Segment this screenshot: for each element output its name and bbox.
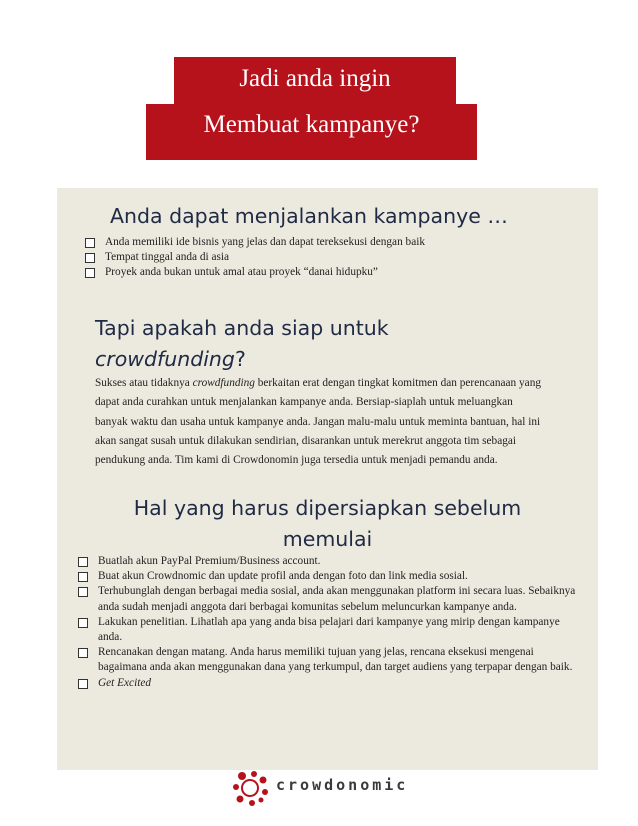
campaign-eligibility-list <box>85 235 585 281</box>
heading-text: Tapi apakah anda siap untuk <box>95 316 389 340</box>
list-item-text: Terhubunglah dengan berbagai media sosial, anda akan menggunakan platform ini secara luas. Sebaiknya anda sudah menjadi anggota dari berbagai komunitas sebelum meluncurkan kampanye anda. <box>98 585 576 613</box>
heading-line1: Hal yang harus dipersiapkan sebelum <box>133 496 522 520</box>
list-item <box>85 235 585 250</box>
para-start: Sukses atau tidaknya <box>95 377 193 389</box>
list-item-text: Tempat tinggal anda di asia <box>105 251 230 264</box>
heading-end-text: ? <box>234 347 246 371</box>
preparation-checklist <box>78 554 578 691</box>
list-item-text: Rencanakan dengan matang. Anda harus memiliki tujuan yang jelas, rencana eksekusi mengenai bagaimana anda akan menggunakan dana yang terkumpul, dan target audiens yang terpapar dengan baik. <box>98 646 573 674</box>
list-item-text: Buat akun Crowdnomic dan update profil anda dengan foto dan link media sosial. <box>98 570 468 583</box>
list-item <box>85 265 585 280</box>
para-rest: berkaitan erat dengan tingkat komitmen dan perencanaan yang dapat anda curahkan untuk menjalankan kampanye anda. Bersiap-siaplah untuk meluangkan banyak waktu dan usaha untuk kampanye anda. Jangan malu-malu untuk meminta bantuan, hal ini akan sangat susah untuk dilakukan sendirian, disarankan untuk merekrut anggota tim sebagai pendukung anda. Tim kami di Crowdonomin juga tersedia untuk menjadi pemandu anda. <box>95 377 541 467</box>
list-item <box>85 250 585 265</box>
heading-line2: memulai <box>282 527 373 551</box>
checkbox-icon <box>78 648 88 658</box>
checkbox-icon <box>78 679 88 689</box>
heading-italic-text: crowdfunding <box>95 347 235 371</box>
list-item <box>78 554 578 569</box>
banner-title-line2: Membuat kampanye? <box>203 111 420 138</box>
list-item-text: Buatlah akun PayPal Premium/Business account. <box>98 555 321 567</box>
list-item <box>78 584 578 614</box>
checkbox-icon <box>78 572 88 582</box>
para-italic: crowdfunding <box>192 377 255 389</box>
list-item <box>78 569 578 584</box>
list-item-text: Get Excited <box>98 676 152 689</box>
checkbox-icon <box>85 268 95 278</box>
section-heading-campaign: Anda dapat menjalankan kampanye … <box>110 204 508 228</box>
list-item <box>78 645 578 675</box>
section-heading-ready <box>95 313 455 375</box>
banner-title-line1: Jadi anda ingin <box>239 65 391 92</box>
list-item-text: Lakukan penelitian. Lihatlah apa yang anda bisa pelajari dari kampanye yang mirip dengan kampanye anda. <box>98 615 560 644</box>
list-item <box>78 676 578 691</box>
checkbox-icon <box>85 253 95 263</box>
crowdfunding-paragraph <box>95 374 545 470</box>
list-item-text: Anda memiliki ide bisnis yang jelas dan dapat tereksekusi dengan baik <box>105 236 425 248</box>
list-item <box>78 615 578 645</box>
checkbox-icon <box>85 238 95 248</box>
checkbox-icon <box>78 618 88 628</box>
checkbox-icon <box>78 557 88 567</box>
section-heading-preparation <box>100 493 555 555</box>
list-item-text: Proyek anda bukan untuk amal atau proyek “danai hidupku” <box>105 266 378 279</box>
logo-text: crowdonomic <box>276 776 409 794</box>
checkbox-icon <box>78 587 88 597</box>
